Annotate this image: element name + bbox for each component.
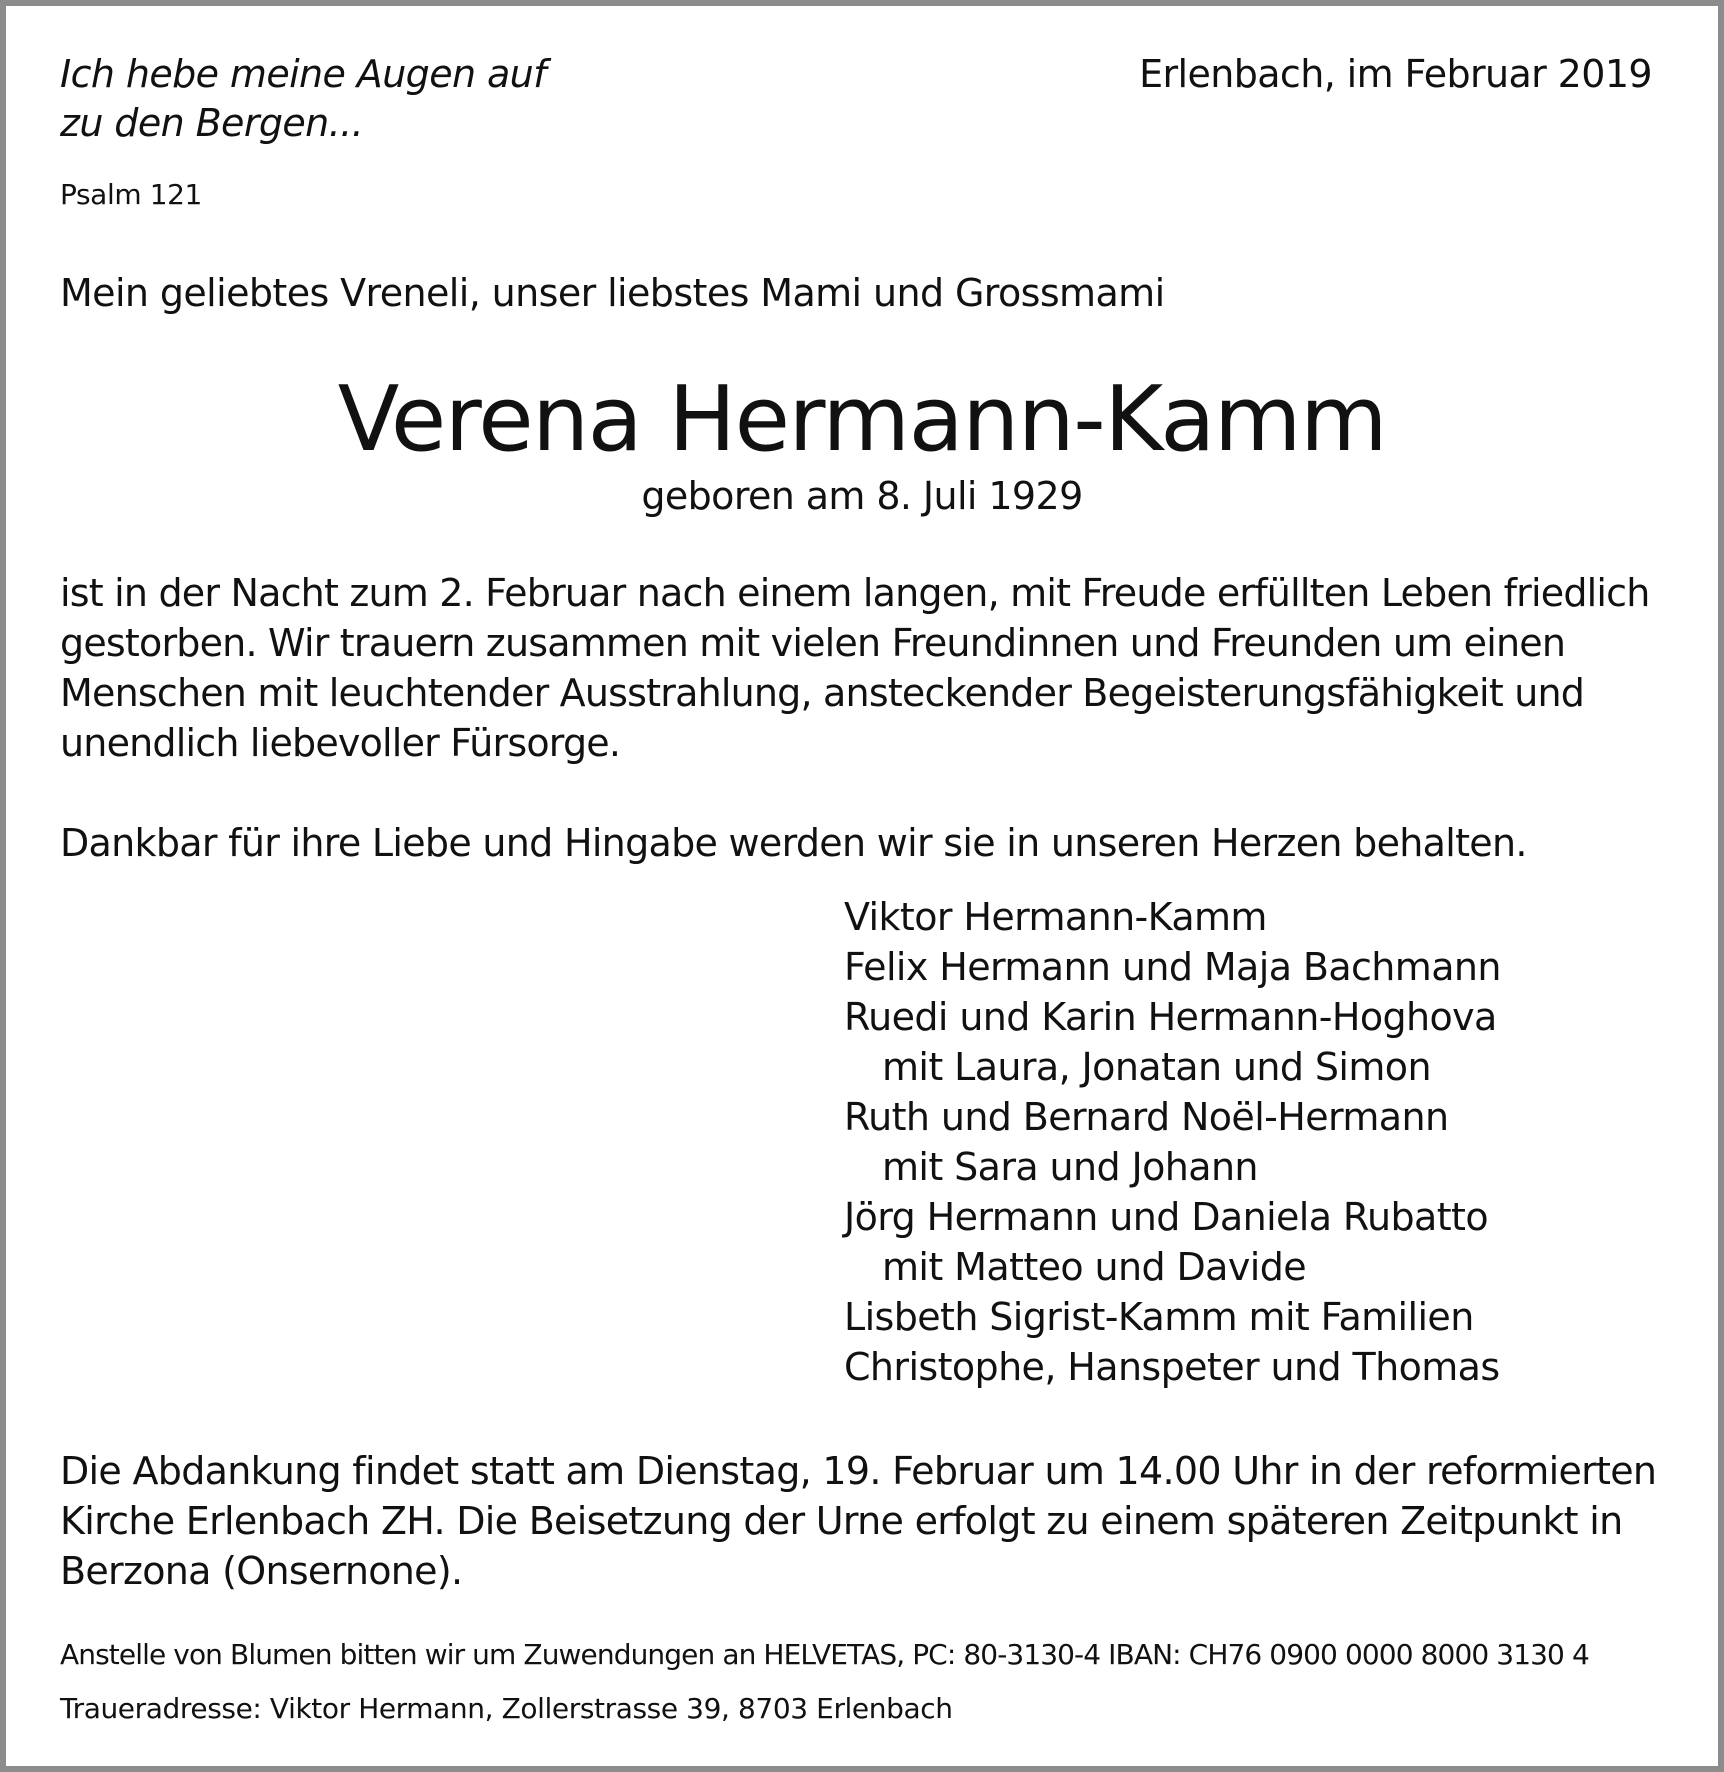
- mourning-address: Traueradresse: Viktor Hermann, Zollerstrasse 39, 8703 Erlenbach: [60, 1692, 953, 1725]
- thanks-line: Dankbar für ihre Liebe und Hingabe werden wir sie in unseren Herzen behalten.: [60, 821, 1527, 865]
- text-line: Menschen mit leuchtender Ausstrahlung, ansteckender Begeisterungsfähigkeit und: [60, 671, 1585, 715]
- intro-line: Mein geliebtes Vreneli, unser liebstes Mami und Grossmami: [60, 271, 1165, 315]
- mourners-list: [844, 892, 1501, 1392]
- mourner-line: Viktor Hermann-Kamm: [844, 895, 1267, 939]
- mourner-children-line: mit Sara und Johann: [882, 1145, 1258, 1189]
- text-line: Die Abdankung findet statt am Dienstag, 19. Februar um 14.00 Uhr in der reformierten: [60, 1449, 1657, 1493]
- verse-line: zu den Bergen...: [60, 101, 364, 145]
- mourner-line: Lisbeth Sigrist-Kamm mit Familien: [844, 1295, 1474, 1339]
- mourner-line: Ruth und Bernard Noël-Hermann: [844, 1095, 1449, 1139]
- mourner-line: Jörg Hermann und Daniela Rubatto: [844, 1195, 1488, 1239]
- text-line: Kirche Erlenbach ZH. Die Beisetzung der Urne erfolgt zu einem späteren Zeitpunkt in: [60, 1499, 1623, 1543]
- mourner-line: Ruedi und Karin Hermann-Hoghova: [844, 995, 1497, 1039]
- psalm-verse: [60, 50, 546, 148]
- text-line: Berzona (Onsernone).: [60, 1549, 463, 1593]
- deceased-name: Verena Hermann-Kamm: [337, 367, 1387, 472]
- mourner-line: Felix Hermann und Maja Bachmann: [844, 945, 1501, 989]
- announcement-text: [60, 568, 1650, 768]
- service-info: [60, 1446, 1656, 1596]
- text-line: ist in der Nacht zum 2. Februar nach einem langen, mit Freude erfüllten Leben friedlich: [60, 571, 1650, 615]
- birth-date: geboren am 8. Juli 1929: [641, 474, 1083, 518]
- verse-line: Ich hebe meine Augen auf: [60, 52, 546, 96]
- donation-note: Anstelle von Blumen bitten wir um Zuwendungen an HELVETAS, PC: 80-3130-4 IBAN: CH76 0900 0000 8000 3130 4: [60, 1638, 1589, 1671]
- text-line: gestorben. Wir trauern zusammen mit vielen Freundinnen und Freunden um einen: [60, 621, 1566, 665]
- mourner-line: Christophe, Hanspeter und Thomas: [844, 1345, 1500, 1389]
- place-date: Erlenbach, im Februar 2019: [1139, 52, 1652, 96]
- mourner-children-line: mit Laura, Jonatan und Simon: [882, 1045, 1431, 1089]
- mourner-children-line: mit Matteo und Davide: [882, 1245, 1306, 1289]
- verse-source: Psalm 121: [60, 178, 202, 211]
- text-line: unendlich liebevoller Fürsorge.: [60, 721, 621, 765]
